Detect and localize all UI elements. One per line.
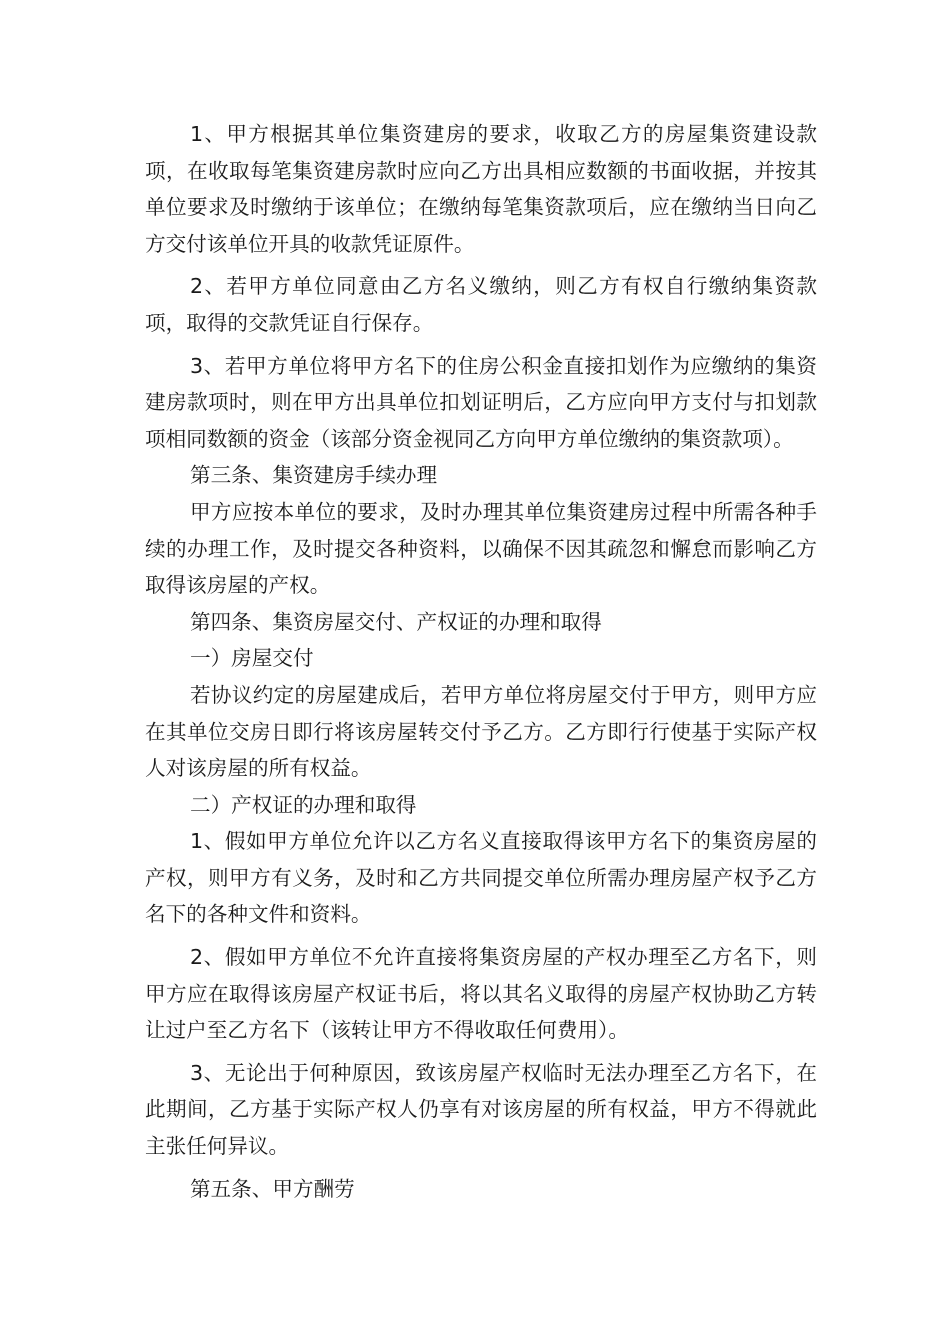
- subheading-property-certificate: 二）产权证的办理和取得: [190, 792, 417, 817]
- paragraph-clause-1: 1、甲方根据其单位集资建房的要求，收取乙方的房屋集资建设款项，在收取每笔集资建房款时应向乙方出具相应数额的书面收据，并按其单位要求及时缴纳于该单位；在缴纳每笔集资款项后，应在缴纳当日向乙方交付该单位开具的收款凭证原件。: [145, 122, 817, 256]
- document-body: [145, 116, 817, 1207]
- paragraph-clause-3: 3、若甲方单位将甲方名下的住房公积金直接扣划作为应缴纳的集资建房款项时，则在甲方出具单位扣划证明后，乙方应向甲方支付与扣划款项相同数额的资金（该部分资金视同乙方向甲方单位缴纳的集资款项）。: [145, 353, 817, 451]
- paragraph-article-3-body: 甲方应按本单位的要求，及时办理其单位集资建房过程中所需各种手续的办理工作，及时提交各种资料，以确保不因其疏忽和懈怠而影响乙方取得该房屋的产权。: [145, 499, 817, 598]
- paragraph-certificate-2: 2、假如甲方单位不允许直接将集资房屋的产权办理至乙方名下，则甲方应在取得该房屋产权证书后，将以其名义取得的房屋产权协助乙方转让过户至乙方名下（该转让甲方不得收取任何费用）。: [145, 945, 817, 1043]
- paragraph-certificate-3: 3、无论出于何种原因，致该房屋产权临时无法办理至乙方名下，在此期间，乙方基于实际产权人仍享有对该房屋的所有权益，甲方不得就此主张任何异议。: [145, 1060, 817, 1159]
- heading-article-3: 第三条、集资建房手续办理: [190, 463, 438, 488]
- paragraph-clause-2: 2、若甲方单位同意由乙方名义缴纳，则乙方有权自行缴纳集资款项，取得的交款凭证自行保存。: [145, 274, 817, 335]
- paragraph-certificate-1: 1、假如甲方单位允许以乙方名义直接取得该甲方名下的集资房屋的产权，则甲方有义务，及时和乙方共同提交单位所需办理房屋产权予乙方名下的各种文件和资料。: [145, 829, 817, 927]
- subheading-house-delivery: 一）房屋交付: [190, 646, 314, 671]
- heading-article-4: 第四条、集资房屋交付、产权证的办理和取得: [190, 609, 602, 634]
- heading-article-5: 第五条、甲方酬劳: [190, 1176, 355, 1201]
- paragraph-house-delivery: 若协议约定的房屋建成后，若甲方单位将房屋交付于甲方，则甲方应在其单位交房日即行将该房屋转交付予乙方。乙方即行行使基于实际产权人对该房屋的所有权益。: [145, 682, 817, 781]
